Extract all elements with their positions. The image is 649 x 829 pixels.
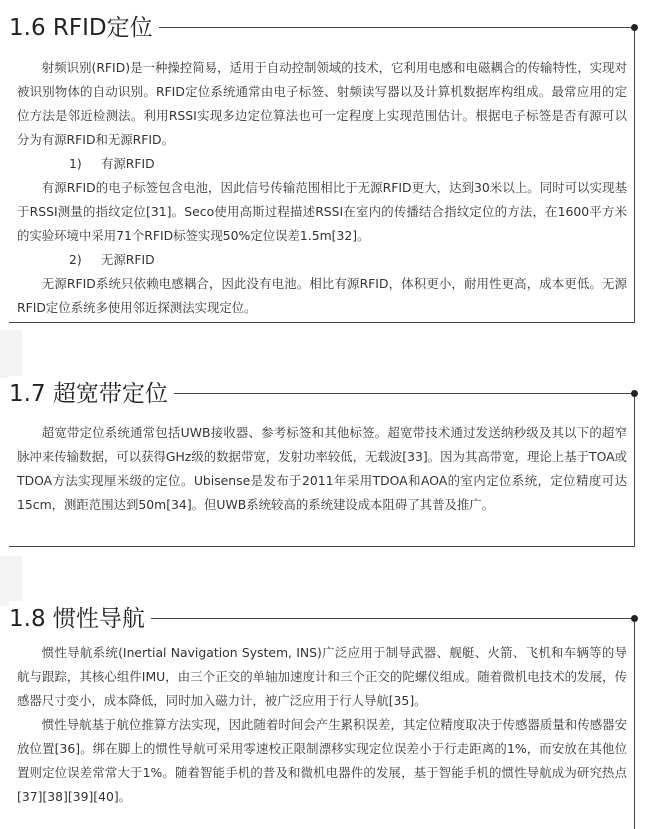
section-heading [0,376,649,412]
list-item [17,152,627,176]
paragraph: 有源RFID的电子标签包含电池，因此信号传输范围相比于无源RFID更大，达到30米以上。同时可以实现基于RSSI测量的指纹定位[31]。Seco使用高斯过程描述RSSI在室内的传播结合指纹定位的方法，在1600平方米的实验环境中采用71个RFID标签实现50%定位误差1.5m[32]。 [17,180,627,243]
section-right-border [634,394,635,546]
heading-dot [631,24,638,31]
paragraph: 无源RFID系统只依赖电感耦合，因此没有电池。相比有源RFID，体积更小，耐用性更高，成本更低。无源RFID定位系统多使用邻近探测法实现定位。 [17,276,627,315]
side-band [0,556,22,606]
paragraph: 射频识别(RFID)是一种操控简易，适用于自动控制领域的技术，它利用电感和电磁耦合的传输特性，实现对被识别物体的自动识别。RFID定位系统通常由电子标签、射频读写器以及计算机数据库构组成。最常应用的定位方法是邻近检测法。利用RSSI实现多边定位算法也可一定程度上实现范围估计。根据电子标签是否有源可以分为有源RFID和无源RFID。 [17,60,627,147]
section-uwb [0,376,649,412]
paragraph: 超宽带定位系统通常包括UWB接收器、参考标签和其他标签。超宽带技术通过发送纳秒级及其以下的超窄脉冲来传输数据，可以获得GHz级的数据带宽，发射功率较低，无载波[33]。因为其高带宽，理论上基于TOA或TDOA方法实现厘米级的定位。Ubisense是发布于2011年采用TDOA和AOA的室内定位系统，定位精度可达15cm，测距范围达到50m[34]。但UWB系统较高的系统建设成本阻碍了其普及推广。 [17,425,627,512]
section-title: 1.7 超宽带定位 [9,376,174,412]
section-body [17,641,627,809]
list-label: 无源RFID [101,252,155,267]
list-item [17,248,627,272]
section-title: 1.6 RFID定位 [9,10,159,46]
section-title: 1.8 惯性导航 [9,601,151,637]
paragraph: 惯性导航系统(Inertial Navigation System, INS)广泛应用于制导武器、舰艇、火箭、飞机和车辆等的导航与跟踪，其核心组件IMU，由三个正交的单轴加速度计和三个正交的陀螺仪组成。随着微机电技术的发展，传感器尺寸变小，成本降低，同时加入磁力计，被广泛应用于行人导航[35]。 [17,645,627,708]
section-right-border [634,619,635,829]
section-right-border [634,28,635,322]
list-number: 2) [69,252,82,267]
side-band [0,330,22,378]
list-label: 有源RFID [101,156,155,171]
section-bottom-border [9,322,635,323]
section-body [17,56,627,320]
section-rfid [0,10,649,46]
heading-dot [631,615,638,622]
heading-dot [631,390,638,397]
list-number: 1) [69,156,82,171]
section-ins [0,601,649,637]
section-body [17,421,627,517]
section-heading [0,10,649,46]
section-bottom-border [9,546,635,547]
paragraph: 惯性导航基于航位推算方法实现，因此随着时间会产生累积误差，其定位精度取决于传感器质量和传感器安放位置[36]。绑在脚上的惯性导航可采用零速校正限制漂移实现定位误差小于行走距离的1%，而安放在其他位置则定位误差常常大于1%。随着智能手机的普及和微机电器件的发展，基于智能手机的惯性导航成为研究热点[37][38][39][40]。 [17,717,627,804]
section-heading [0,601,649,637]
